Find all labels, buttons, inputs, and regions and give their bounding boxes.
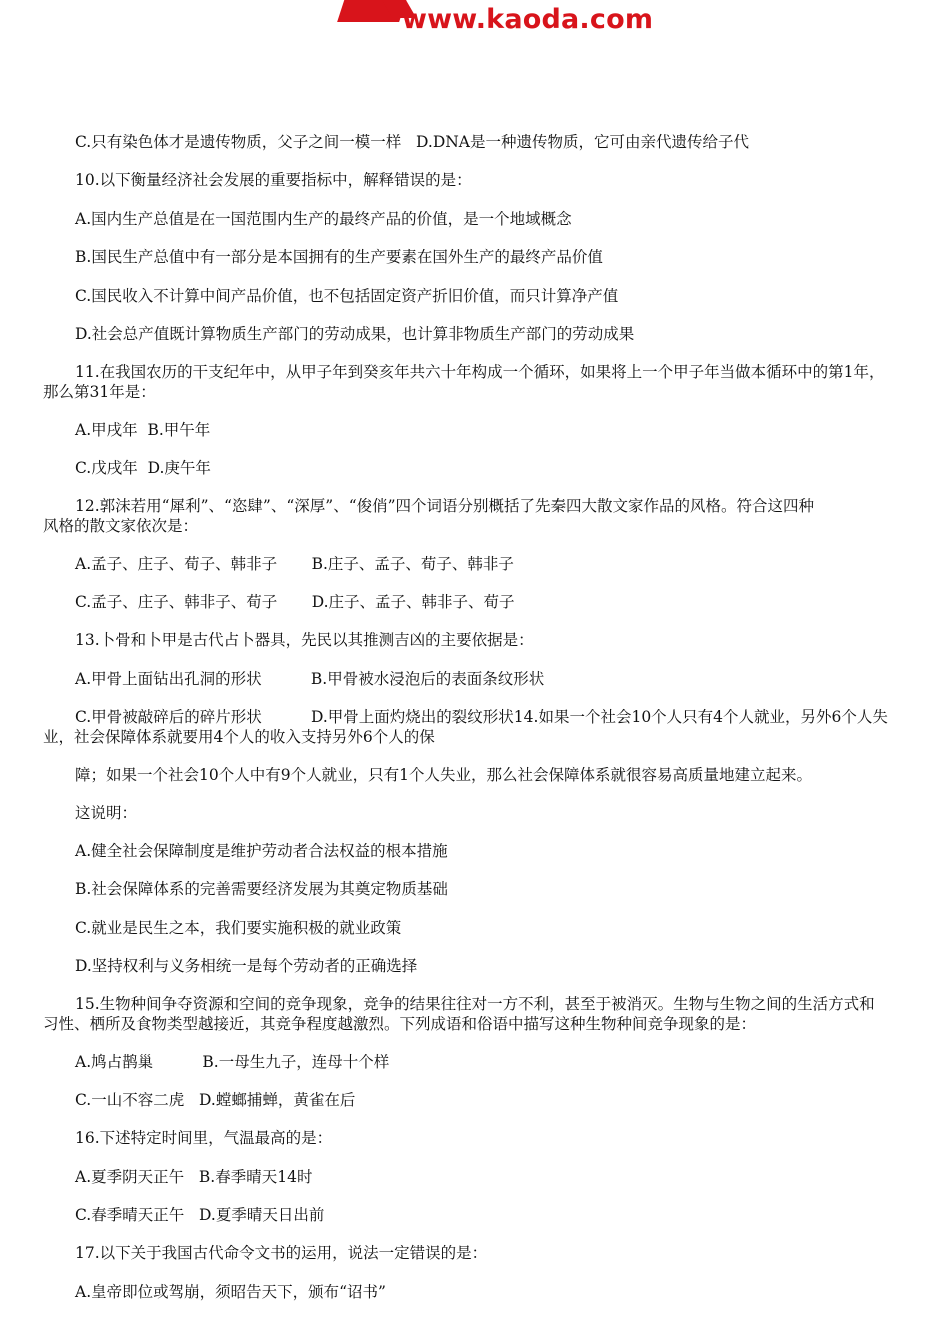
text-line: C.只有染色体才是遗传物质，父子之间一模一样 D.DNA是一种遗传物质，它可由亲代遗传给子代 bbox=[75, 133, 750, 151]
text-line: 13.卜骨和卜甲是古代占卜器具，先民以其推测吉凶的主要依据是： bbox=[75, 631, 534, 649]
logo-url-text: www.kaoda.com bbox=[402, 4, 654, 35]
text-line: A.健全社会保障制度是维护劳动者合法权益的根本措施 bbox=[75, 842, 448, 860]
text-line: C.春季晴天正午 D.夏季晴天日出前 bbox=[75, 1206, 325, 1224]
text-line: 习性、栖所及食物类型越接近，其竞争程度越激烈。下列成语和俗语中描写这种生物种间竞争现象的是： bbox=[43, 1015, 757, 1033]
text-line: 17.以下关于我国古代命令文书的运用，说法一定错误的是： bbox=[75, 1244, 488, 1262]
text-line: 12.郭沫若用“犀利”、“恣肆”、“深厚”、“俊俏”四个词语分别概括了先秦四大散文家作品的风格。符合这四种 bbox=[75, 497, 815, 515]
text-line: A.皇帝即位或驾崩，须昭告天下，颁布“诏书” bbox=[75, 1283, 386, 1301]
text-line: A.孟子、庄子、荀子、韩非子 B.庄子、孟子、荀子、韩非子 bbox=[75, 555, 514, 573]
text-line: A.甲骨上面钻出孔洞的形状 B.甲骨被水浸泡后的表面条纹形状 bbox=[75, 670, 545, 688]
text-line: B.社会保障体系的完善需要经济发展为其奠定物质基础 bbox=[75, 880, 448, 898]
text-line: C.甲骨被敲碎后的碎片形状 D.甲骨上面灼烧出的裂纹形状14.如果一个社会10个人只有4个人就业，另外6个人失 bbox=[75, 708, 888, 726]
text-line: 业，社会保障体系就要用4个人的收入支持另外6个人的保 bbox=[43, 728, 435, 746]
text-line: 风格的散文家依次是： bbox=[43, 517, 199, 535]
text-line: C.一山不容二虎 D.螳螂捕蝉，黄雀在后 bbox=[75, 1091, 356, 1109]
text-line: A.国内生产总值是在一国范围内生产的最终产品的价值，是一个地域概念 bbox=[75, 210, 572, 228]
text-line: A.夏季阴天正午 B.春季晴天14时 bbox=[75, 1168, 313, 1186]
text-line: C.孟子、庄子、韩非子、荀子 D.庄子、孟子、韩非子、荀子 bbox=[75, 593, 515, 611]
text-line: A.鸠占鹊巢 B.一母生九子，连母十个样 bbox=[75, 1053, 390, 1071]
text-line: A.甲戌年 B.甲午年 bbox=[75, 421, 211, 439]
text-line: D.社会总产值既计算物质生产部门的劳动成果，也计算非物质生产部门的劳动成果 bbox=[75, 325, 635, 343]
text-line: B.国民生产总值中有一部分是本国拥有的生产要素在国外生产的最终产品价值 bbox=[75, 248, 603, 266]
text-line: 这说明： bbox=[75, 804, 138, 822]
text-line: 障；如果一个社会10个人中有9个人就业，只有1个人失业，那么社会保障体系就很容易高质量地建立起来。 bbox=[75, 766, 812, 784]
text-line: 16.下述特定时间里，气温最高的是： bbox=[75, 1129, 333, 1147]
text-line: 15.生物种间争夺资源和空间的竞争现象，竞争的结果往往对一方不利，甚至于被消灭。生物与生物之间的生活方式和 bbox=[75, 995, 875, 1013]
text-line: 11.在我国农历的干支纪年中，从甲子年到癸亥年共六十年构成一个循环，如果将上一个甲子年当做本循环中的第1年， bbox=[75, 363, 885, 381]
text-line: C.就业是民生之本，我们要实施积极的就业政策 bbox=[75, 919, 402, 937]
text-line: D.坚持权利与义务相统一是每个劳动者的正确选择 bbox=[75, 957, 418, 975]
text-line: 10.以下衡量经济社会发展的重要指标中，解释错误的是： bbox=[75, 171, 472, 189]
text-line: 那么第31年是： bbox=[43, 383, 156, 401]
text-line: C.戊戌年 D.庚午年 bbox=[75, 459, 211, 477]
text-line: C.国民收入不计算中间产品价值，也不包括固定资产折旧价值，而只计算净产值 bbox=[75, 287, 619, 305]
kaoda-logo bbox=[330, 0, 670, 34]
